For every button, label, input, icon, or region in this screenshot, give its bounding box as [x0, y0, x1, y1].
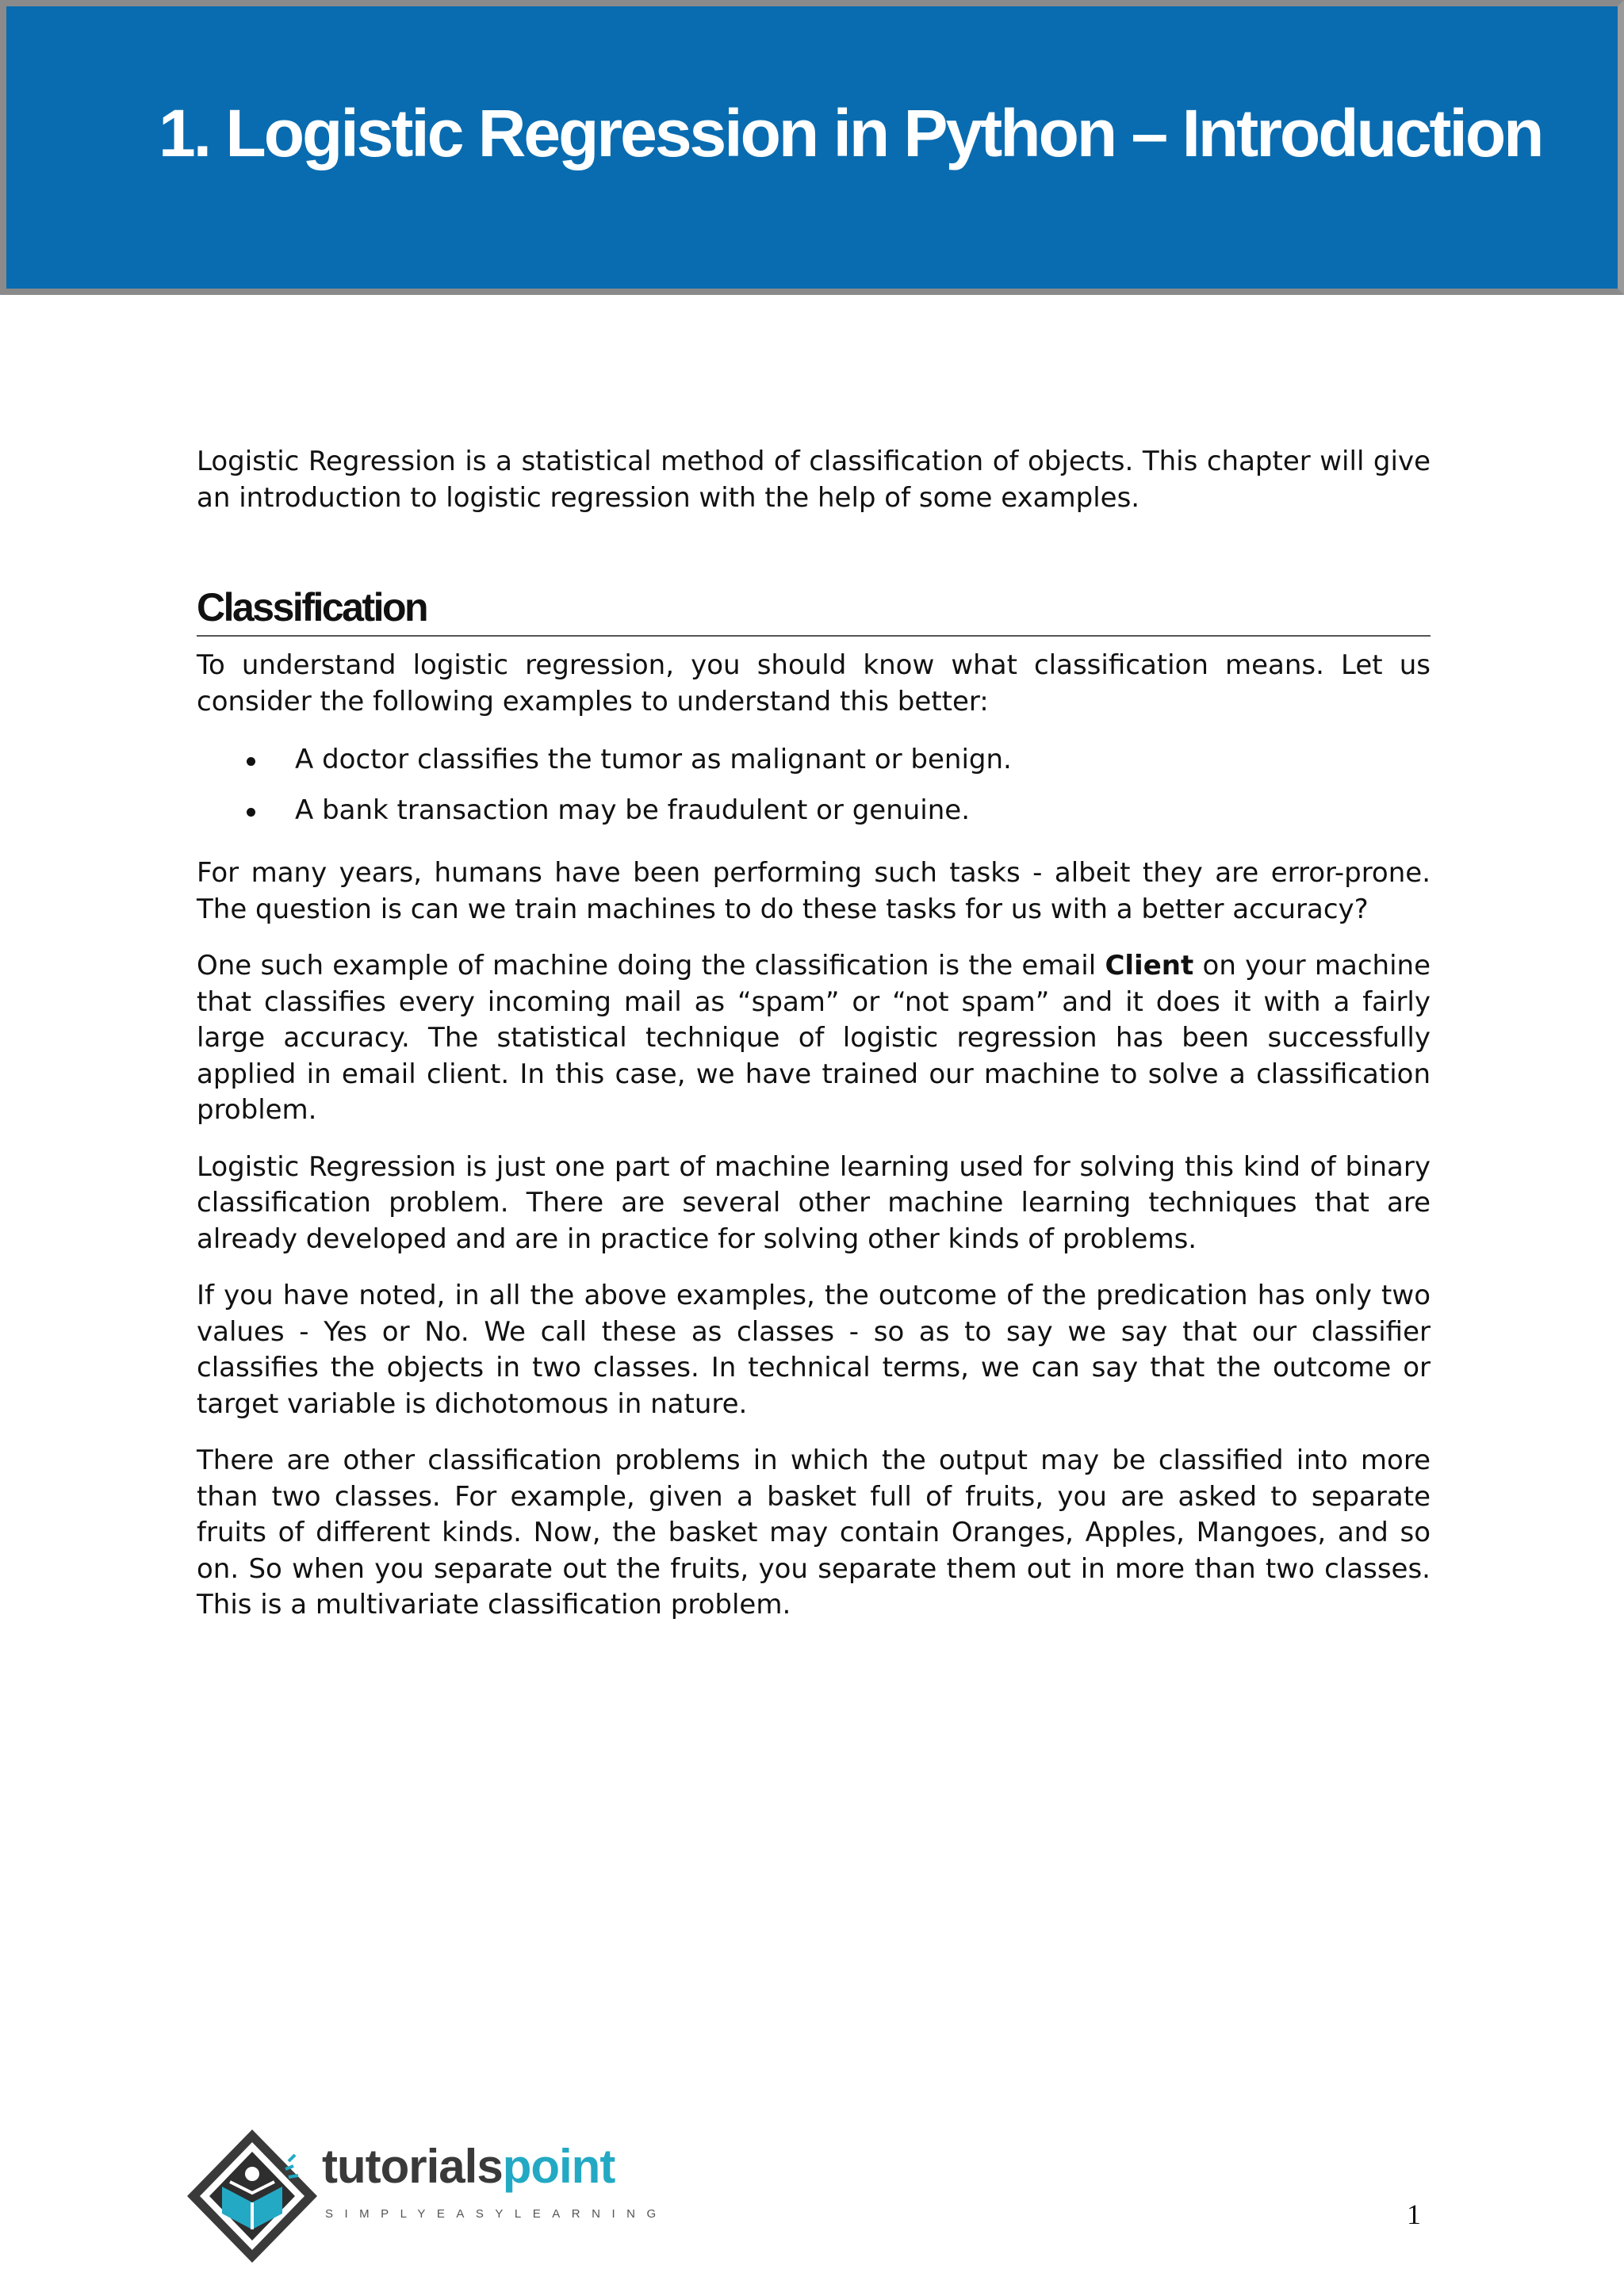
list-item-text: A doctor classifies the tumor as malignant or benign.	[295, 744, 1012, 775]
page-content	[197, 444, 1431, 1644]
intro-paragraph: Logistic Regression is a statistical method of classification of objects. This chapter will give an introduction to logistic regression with the help of some examples.	[197, 446, 1431, 514]
chapter-title: 1. Logistic Regression in Python – Introduction	[159, 96, 1542, 170]
paragraph-dichotomous: If you have noted, in all the above examples, the outcome of the predication has only two values - Yes or No. We call these as classes - so as to say we say that our classifier classifies the objects in two classes. In technical terms, we can say that the outcome or target variable is dichotomous in nature.	[197, 1280, 1431, 1420]
bullet-icon	[247, 808, 255, 817]
logo-diamond-icon	[181, 2125, 324, 2267]
bold-term-client: Client	[1105, 950, 1194, 982]
bullet-icon	[247, 757, 255, 766]
chapter-banner	[0, 0, 1624, 295]
paragraph-multivariate: There are other classification problems in which the output may be classified into more than two classes. For example, given a basket full of fruits, you are asked to separate fruits of different kinds. Now, the basket may contain Oranges, Apples, Mangoes, and so on. So when you separate out the fruits, you separate them out in more than two classes. This is a multivariate classification problem.	[197, 1445, 1431, 1621]
logo-wordmark	[322, 2139, 615, 2194]
paragraph-binary-classification: Logistic Regression is just one part of machine learning used for solving this kind of binary classification problem. There are several other machine learning techniques that are already developed and are in practice for solving other kinds of problems.	[197, 1150, 1431, 1255]
logo-word-point: point	[502, 2140, 615, 2193]
page-number: 1	[1407, 2198, 1421, 2230]
logo-tagline: SIMPLYEASYLEARNING	[325, 2207, 668, 2221]
section-heading-classification: Classification	[197, 581, 1431, 637]
paragraph-email-client-part-2: on your machine that classifies every incoming mail as “spam” or “not spam” and it does it with a fairly large accuracy. The statistical technique of logistic regression has been successfully applied in email client. In this case, we have trained our machine to solve a classification problem.	[197, 950, 1431, 1126]
section-lead-paragraph: To understand logistic regression, you should know what classification means. Let us consider the following examples to understand this better:	[197, 649, 1431, 718]
examples-list	[197, 742, 1431, 828]
list-item	[197, 742, 1431, 779]
list-item-text: A bank transaction may be fraudulent or genuine.	[295, 794, 971, 826]
paragraph-email-client-part-1: One such example of machine doing the classification is the email	[197, 950, 1105, 982]
paragraph-humans: For many years, humans have been performing such tasks - albeit they are error-prone. The question is can we train machines to do these tasks for us with a better accuracy?	[197, 857, 1431, 925]
tutorialspoint-logo	[181, 2125, 668, 2267]
paragraph-email-client	[197, 948, 1431, 1129]
logo-word-tutorials: tutorials	[322, 2140, 503, 2193]
list-item	[197, 793, 1431, 829]
